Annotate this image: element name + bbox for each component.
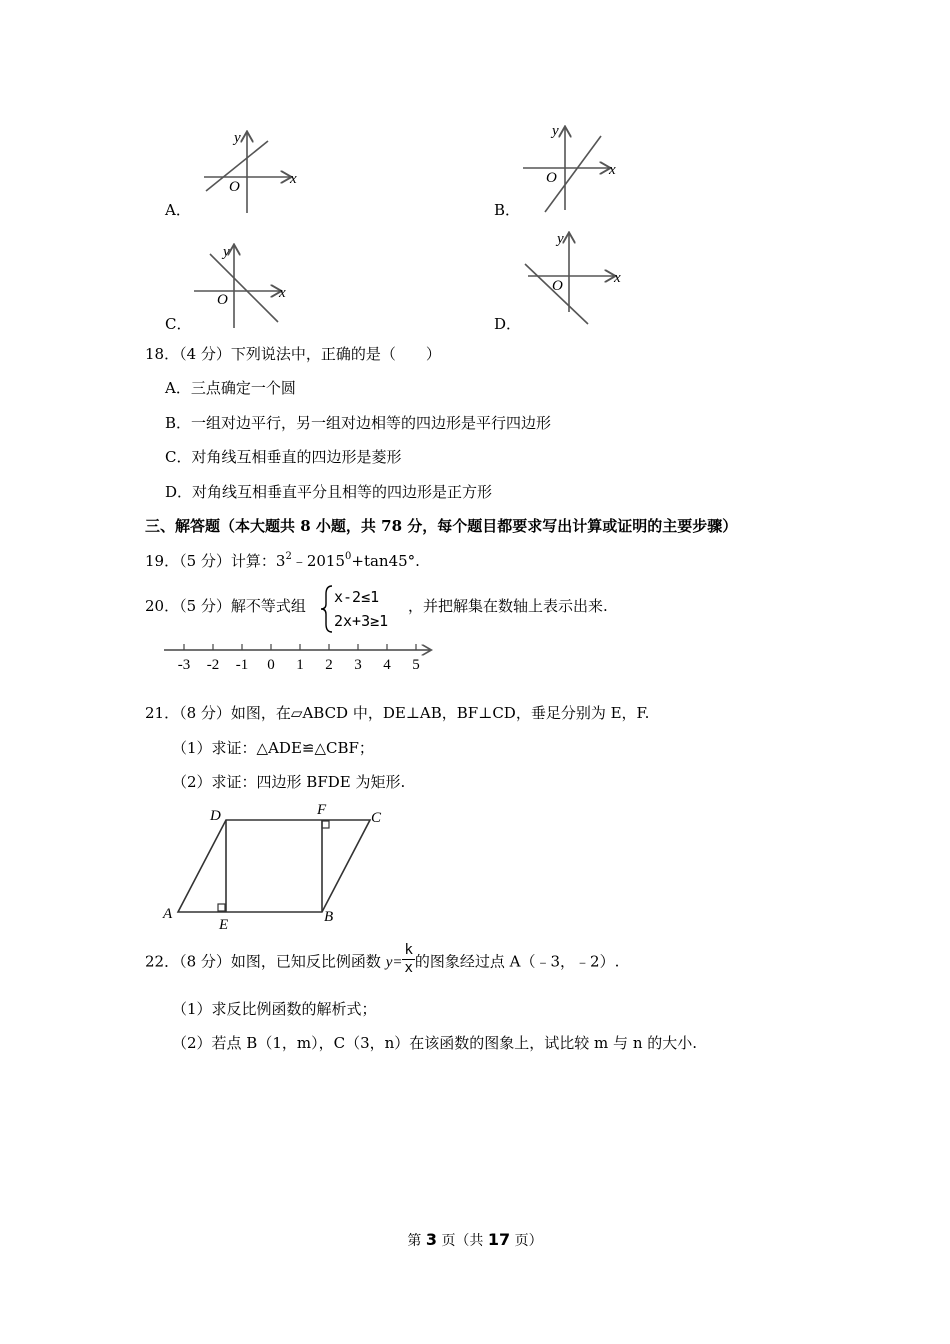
x-label: x xyxy=(614,270,621,286)
y-label: y xyxy=(234,130,241,146)
question-21 xyxy=(145,703,649,723)
question-18 xyxy=(145,344,441,364)
question-number: 18． xyxy=(145,345,180,363)
q21-sub-2: （2）求证：四边形 BFDE 为矩形. xyxy=(172,773,406,791)
question-22 xyxy=(145,942,620,988)
footer-text: 页） xyxy=(514,1233,543,1249)
total-pages: 17 xyxy=(487,1230,511,1249)
option-a-graph xyxy=(190,125,310,217)
origin-label: O xyxy=(229,179,240,195)
page-footer xyxy=(0,1230,950,1250)
tick-label: 5 xyxy=(412,657,420,673)
label-a: A xyxy=(163,906,173,922)
tick-label: 4 xyxy=(383,657,391,673)
heading-score: 78 xyxy=(381,517,403,535)
label-d: D xyxy=(210,808,221,824)
tick-label: -1 xyxy=(235,657,249,673)
option-b-graph xyxy=(515,118,635,216)
option-c-graph xyxy=(188,240,298,330)
exponent: 0 xyxy=(345,551,352,562)
q22-sub-1: （1）求反比例函数的解析式； xyxy=(172,1000,377,1018)
option-d-graph xyxy=(520,228,630,328)
question-number: 20． xyxy=(145,597,180,615)
question-text: （4 分）下列说法中，正确的是（ ） xyxy=(179,345,441,363)
x-label: x xyxy=(290,171,297,187)
inequality-system xyxy=(334,585,388,633)
function-lhs: y= xyxy=(385,954,403,971)
question-text: （8 分）如图，在▱ABCD 中，DE⊥AB，BF⊥CD，垂足分别为 E，F. xyxy=(179,704,650,722)
question-19 xyxy=(145,551,420,571)
fraction-k-over-x xyxy=(402,942,414,977)
q20-suffix: ，并把解集在数轴上表示出来. xyxy=(408,597,608,615)
label-f: F xyxy=(317,802,327,818)
q18-option-b: B．一组对边平行，另一组对边相等的四边形是平行四边形 xyxy=(165,414,552,432)
exponent: 2 xyxy=(285,551,292,562)
y-label: y xyxy=(552,123,559,139)
y-label: y xyxy=(557,231,564,247)
parallelogram-figure xyxy=(160,800,390,935)
x-label: x xyxy=(279,285,286,301)
q22-sub-2: （2）若点 B（1，m），C（3，n）在该函数的图象上，试比较 m 与 n 的大小. xyxy=(172,1034,698,1052)
tick-label: 2 xyxy=(325,657,333,673)
question-text: （5 分）解不等式组 xyxy=(179,597,306,615)
question-number: 19． xyxy=(145,552,180,570)
system-brace xyxy=(320,584,334,634)
right-angle-mark-f xyxy=(322,821,329,828)
right-angle-mark-e xyxy=(218,904,225,911)
question-text: 的图象经过点 A（﹣3，﹣2）. xyxy=(414,952,620,971)
origin-label: O xyxy=(552,278,563,294)
tick-label: -2 xyxy=(206,657,220,673)
x-label: x xyxy=(609,162,616,178)
q21-sub-1: （1）求证：△ADE≌△CBF； xyxy=(172,739,374,757)
inequality-2: 2x+3≥1 xyxy=(334,612,389,630)
fraction-numerator: k xyxy=(404,942,413,958)
question-20 xyxy=(145,596,306,616)
heading-part: 三、解答题（本大题共 xyxy=(145,517,296,535)
q18-option-d: D．对角线互相垂直平分且相等的四边形是正方形 xyxy=(165,483,493,501)
tick-label: 3 xyxy=(354,657,362,673)
label-c: C xyxy=(371,810,382,826)
footer-text: 第 xyxy=(407,1233,422,1249)
tick-label: -3 xyxy=(177,657,191,673)
heading-count: 8 xyxy=(300,517,311,535)
question-text: +tan45°. xyxy=(351,552,420,570)
option-d-label: D． xyxy=(494,315,522,333)
section-3-heading xyxy=(145,516,737,536)
label-e: E xyxy=(219,917,229,933)
origin-label: O xyxy=(546,170,557,186)
question-text: （8 分）如图，已知反比例函数 xyxy=(179,952,386,971)
function-line xyxy=(210,254,278,322)
option-c-label: C． xyxy=(165,315,192,333)
function-line xyxy=(525,264,588,324)
heading-part: 小题，共 xyxy=(315,517,376,535)
q18-option-a: A．三点确定一个圆 xyxy=(165,379,296,397)
heading-part: 分，每个题目都要求写出计算或证明的主要步骤） xyxy=(407,517,738,535)
question-number: 21． xyxy=(145,704,180,722)
number-line xyxy=(160,640,440,674)
tick-label: 0 xyxy=(267,657,275,673)
question-text: ﹣2015 xyxy=(291,552,346,570)
page-number: 3 xyxy=(425,1230,437,1249)
origin-label: O xyxy=(217,292,228,308)
y-label: y xyxy=(223,244,230,260)
tick-label: 1 xyxy=(296,657,304,673)
fraction-denominator: x xyxy=(404,960,413,976)
label-b: B xyxy=(324,909,334,925)
question-text: （5 分）计算：3 xyxy=(179,552,286,570)
footer-text: 页（共 xyxy=(441,1233,484,1249)
parallelogram-abcd xyxy=(178,820,370,912)
option-b-label: B． xyxy=(494,201,521,219)
option-a-label: A． xyxy=(165,201,191,219)
q18-option-c: C．对角线互相垂直的四边形是菱形 xyxy=(165,448,402,466)
inequality-1: x-2≤1 xyxy=(334,588,380,606)
question-number: 22． xyxy=(145,952,180,971)
